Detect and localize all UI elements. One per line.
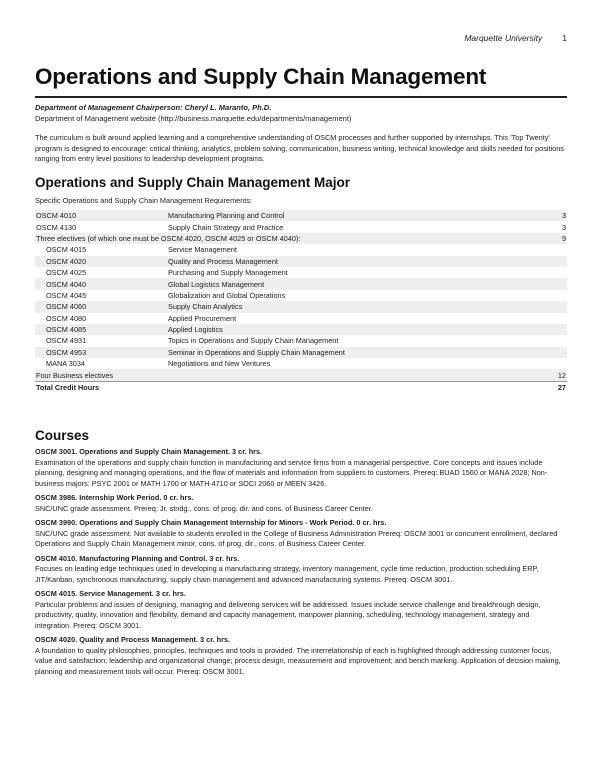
- course-title: Quality and Process Management: [167, 256, 535, 267]
- course-code-link[interactable]: OSCM 4085: [35, 324, 167, 335]
- requirement-label: Three electives (of which one must be OSCM 4020, OSCM 4025 or OSCM 4040):: [35, 233, 535, 244]
- total-hours: 27: [535, 381, 567, 393]
- course-entry: [35, 554, 567, 586]
- course-entry-title: OSCM 4010. Manufacturing Planning and Control. 3 cr. hrs.: [35, 553, 240, 563]
- course-title: Negotiations and New Ventures: [168, 359, 271, 369]
- course-entry-description: A foundation to quality philosophies, principles, techniques and tools is provided. The interrelationship of each is highlighted through addressing customer focus, value and satisfaction; leadership and organizational change; process design, measurement and improvement; and bench marking. Application of decision making, planning and measurement tools will occur. Prereq: OSCM 3001.: [35, 645, 561, 676]
- course-title: Purchasing and Supply Management: [168, 268, 288, 278]
- course-title: Globalization and Global Operations: [168, 290, 286, 300]
- course-entry-description: SNC/UNC grade assessment. Not available to students enrolled in the College of Business Administration Prereq: OSCM 3001 or concurrent enrollment, declared Operations and Supply Chain Management minor, cons. of prog. dir., cons. of Business Career Center.: [35, 528, 558, 548]
- course-title: Supply Chain Analytics: [167, 301, 535, 312]
- course-code-link[interactable]: OSCM 4060: [35, 301, 167, 312]
- requirement-label: Four Business electives: [35, 369, 535, 381]
- requirement-row: [35, 358, 567, 369]
- course-entry-description: Particular problems and issues of designing, managing and delivering services will be addressed. Issues include service challenge and breakthrough design, productivity, quality, innovation and flexibility, demand and capacity management, manpower planning, scheduling, technology management, strategy and integration. Prereq: OSCM 3001.: [35, 599, 541, 630]
- course-entry-description: Focuses on leading edge techniques used in developing a manufacturing strategy, inventory management, cycle time reduction, production scheduling ERP, JIT/Kanban, synchronous manufacturing, supply chain management and advanced manufacturing systems. Prereq: OSCM 3001.: [35, 564, 539, 584]
- course-code-link[interactable]: OSCM 4130: [36, 222, 77, 232]
- course-code-link[interactable]: OSCM 4025: [46, 268, 87, 278]
- course-entry: [35, 493, 567, 514]
- course-code-link[interactable]: OSCM 4015: [46, 245, 87, 255]
- credit-hours: 3: [535, 210, 567, 221]
- course-code-link[interactable]: OSCM 4020: [35, 256, 167, 267]
- intro-paragraph: The curriculum is built around applied learning and a comprehensive understanding of OSCM processes and further supported by internships. This 'Top Twenty' program is designed to encourage: critical thinking, analytics, problem solving, communication, business writing, technical knowledge and skills needed for positions ranging from entry level positions to leadership development programs.: [35, 133, 564, 163]
- title-rule: [35, 96, 567, 98]
- course-entry-title: OSCM 3990. Operations and Supply Chain Management Internship for Minors - Work Period. 0 cr. hrs.: [35, 518, 387, 527]
- page-number: 1: [562, 33, 567, 43]
- course-entry-title: OSCM 3001. Operations and Supply Chain Management. 3 cr. hrs.: [35, 447, 263, 456]
- credit-hours: [535, 244, 567, 255]
- department-website-link[interactable]: Department of Management website (http://business.marquette.edu/departments/management): [35, 114, 352, 123]
- credit-hours: [535, 301, 567, 312]
- course-entry: [35, 447, 567, 489]
- requirement-row: [35, 267, 567, 278]
- running-header: [464, 33, 567, 43]
- credit-hours: [535, 324, 567, 335]
- course-entry: [35, 589, 567, 631]
- credit-hours: [535, 290, 567, 301]
- credit-hours: [535, 347, 567, 358]
- course-entry-title: OSCM 4015. Service Management. 3 cr. hrs.: [35, 589, 186, 598]
- university-name: Marquette University: [464, 33, 543, 43]
- course-entry: [35, 635, 567, 677]
- credit-hours: [535, 267, 567, 278]
- credit-hours: [535, 358, 567, 369]
- requirement-row: [35, 313, 567, 324]
- course-code-link[interactable]: MANA 3034: [46, 359, 85, 369]
- course-entry-title: OSCM 4020. Quality and Process Management. 3 cr. hrs.: [35, 635, 231, 644]
- credit-hours: 9: [535, 233, 567, 244]
- course-title: Seminar in Operations and Supply Chain Management: [167, 347, 535, 358]
- credit-hours: [535, 313, 567, 324]
- requirement-row: [35, 256, 567, 267]
- course-code-link[interactable]: OSCM 4045: [46, 290, 87, 300]
- courses-heading: Courses: [35, 428, 90, 443]
- total-row: [35, 381, 567, 393]
- requirement-row: [35, 335, 567, 346]
- course-entry-description: Examination of the operations and supply chain function in manufacturing and service firms from a managerial perspective. Core concepts and issues include planning, designing and managing operations, and the flow of materials and information from suppliers to customers. Prereq: BUAD 1560 or MANA 2028; Non-business majors: PSYC 2001 or MATH 1700 or MATH 4710 or SOCI 2060 or MEEN 3426.: [35, 457, 548, 488]
- requirement-row: [35, 210, 567, 221]
- course-code-link[interactable]: OSCM 4953: [35, 347, 167, 358]
- requirement-row: [35, 347, 567, 358]
- credit-hours: [535, 256, 567, 267]
- course-title: Applied Logistics: [167, 324, 535, 335]
- course-code-link[interactable]: OSCM 4010: [35, 210, 167, 221]
- credit-hours: [535, 278, 567, 289]
- credit-hours: [535, 335, 567, 346]
- requirements-table: [35, 210, 567, 393]
- total-label: Total Credit Hours: [35, 381, 535, 393]
- course-title: Service Management: [168, 245, 237, 255]
- course-code-link[interactable]: OSCM 4040: [35, 278, 167, 289]
- requirement-row: [35, 278, 567, 289]
- requirement-row: [35, 221, 567, 232]
- course-entry-description: SNC/UNC grade assessment. Prereq: Jr. stndg., cons. of prog. dir. and cons. of Business Career Center.: [35, 503, 373, 513]
- course-entry: [35, 518, 567, 550]
- requirement-row: [35, 301, 567, 312]
- major-heading: Operations and Supply Chain Management Major: [35, 175, 351, 190]
- requirements-label: Specific Operations and Supply Chain Management Requirements:: [35, 196, 253, 205]
- credit-hours: 3: [561, 222, 566, 232]
- department-chair: Department of Management Chairperson: Cheryl L. Maranto, Ph.D.: [35, 103, 272, 112]
- requirement-row: [35, 324, 567, 335]
- requirement-row: [35, 369, 567, 381]
- requirement-row: [35, 233, 567, 244]
- course-entry-title: OSCM 3986. Internship Work Period. 0 cr. hrs.: [35, 493, 194, 502]
- course-title: Applied Procurement: [168, 313, 237, 323]
- course-title: Global Logistics Management: [167, 278, 535, 289]
- course-list: [35, 447, 567, 681]
- requirement-row: [35, 290, 567, 301]
- course-title: Manufacturing Planning and Control: [167, 210, 535, 221]
- credit-hours: 12: [535, 369, 567, 381]
- course-title: Topics in Operations and Supply Chain Management: [168, 336, 339, 346]
- course-code-link[interactable]: OSCM 4080: [46, 313, 87, 323]
- course-title: Supply Chain Strategy and Practice: [168, 222, 284, 232]
- page-title: Operations and Supply Chain Management: [35, 64, 487, 89]
- requirement-row: [35, 244, 567, 255]
- course-code-link[interactable]: OSCM 4931: [46, 336, 87, 346]
